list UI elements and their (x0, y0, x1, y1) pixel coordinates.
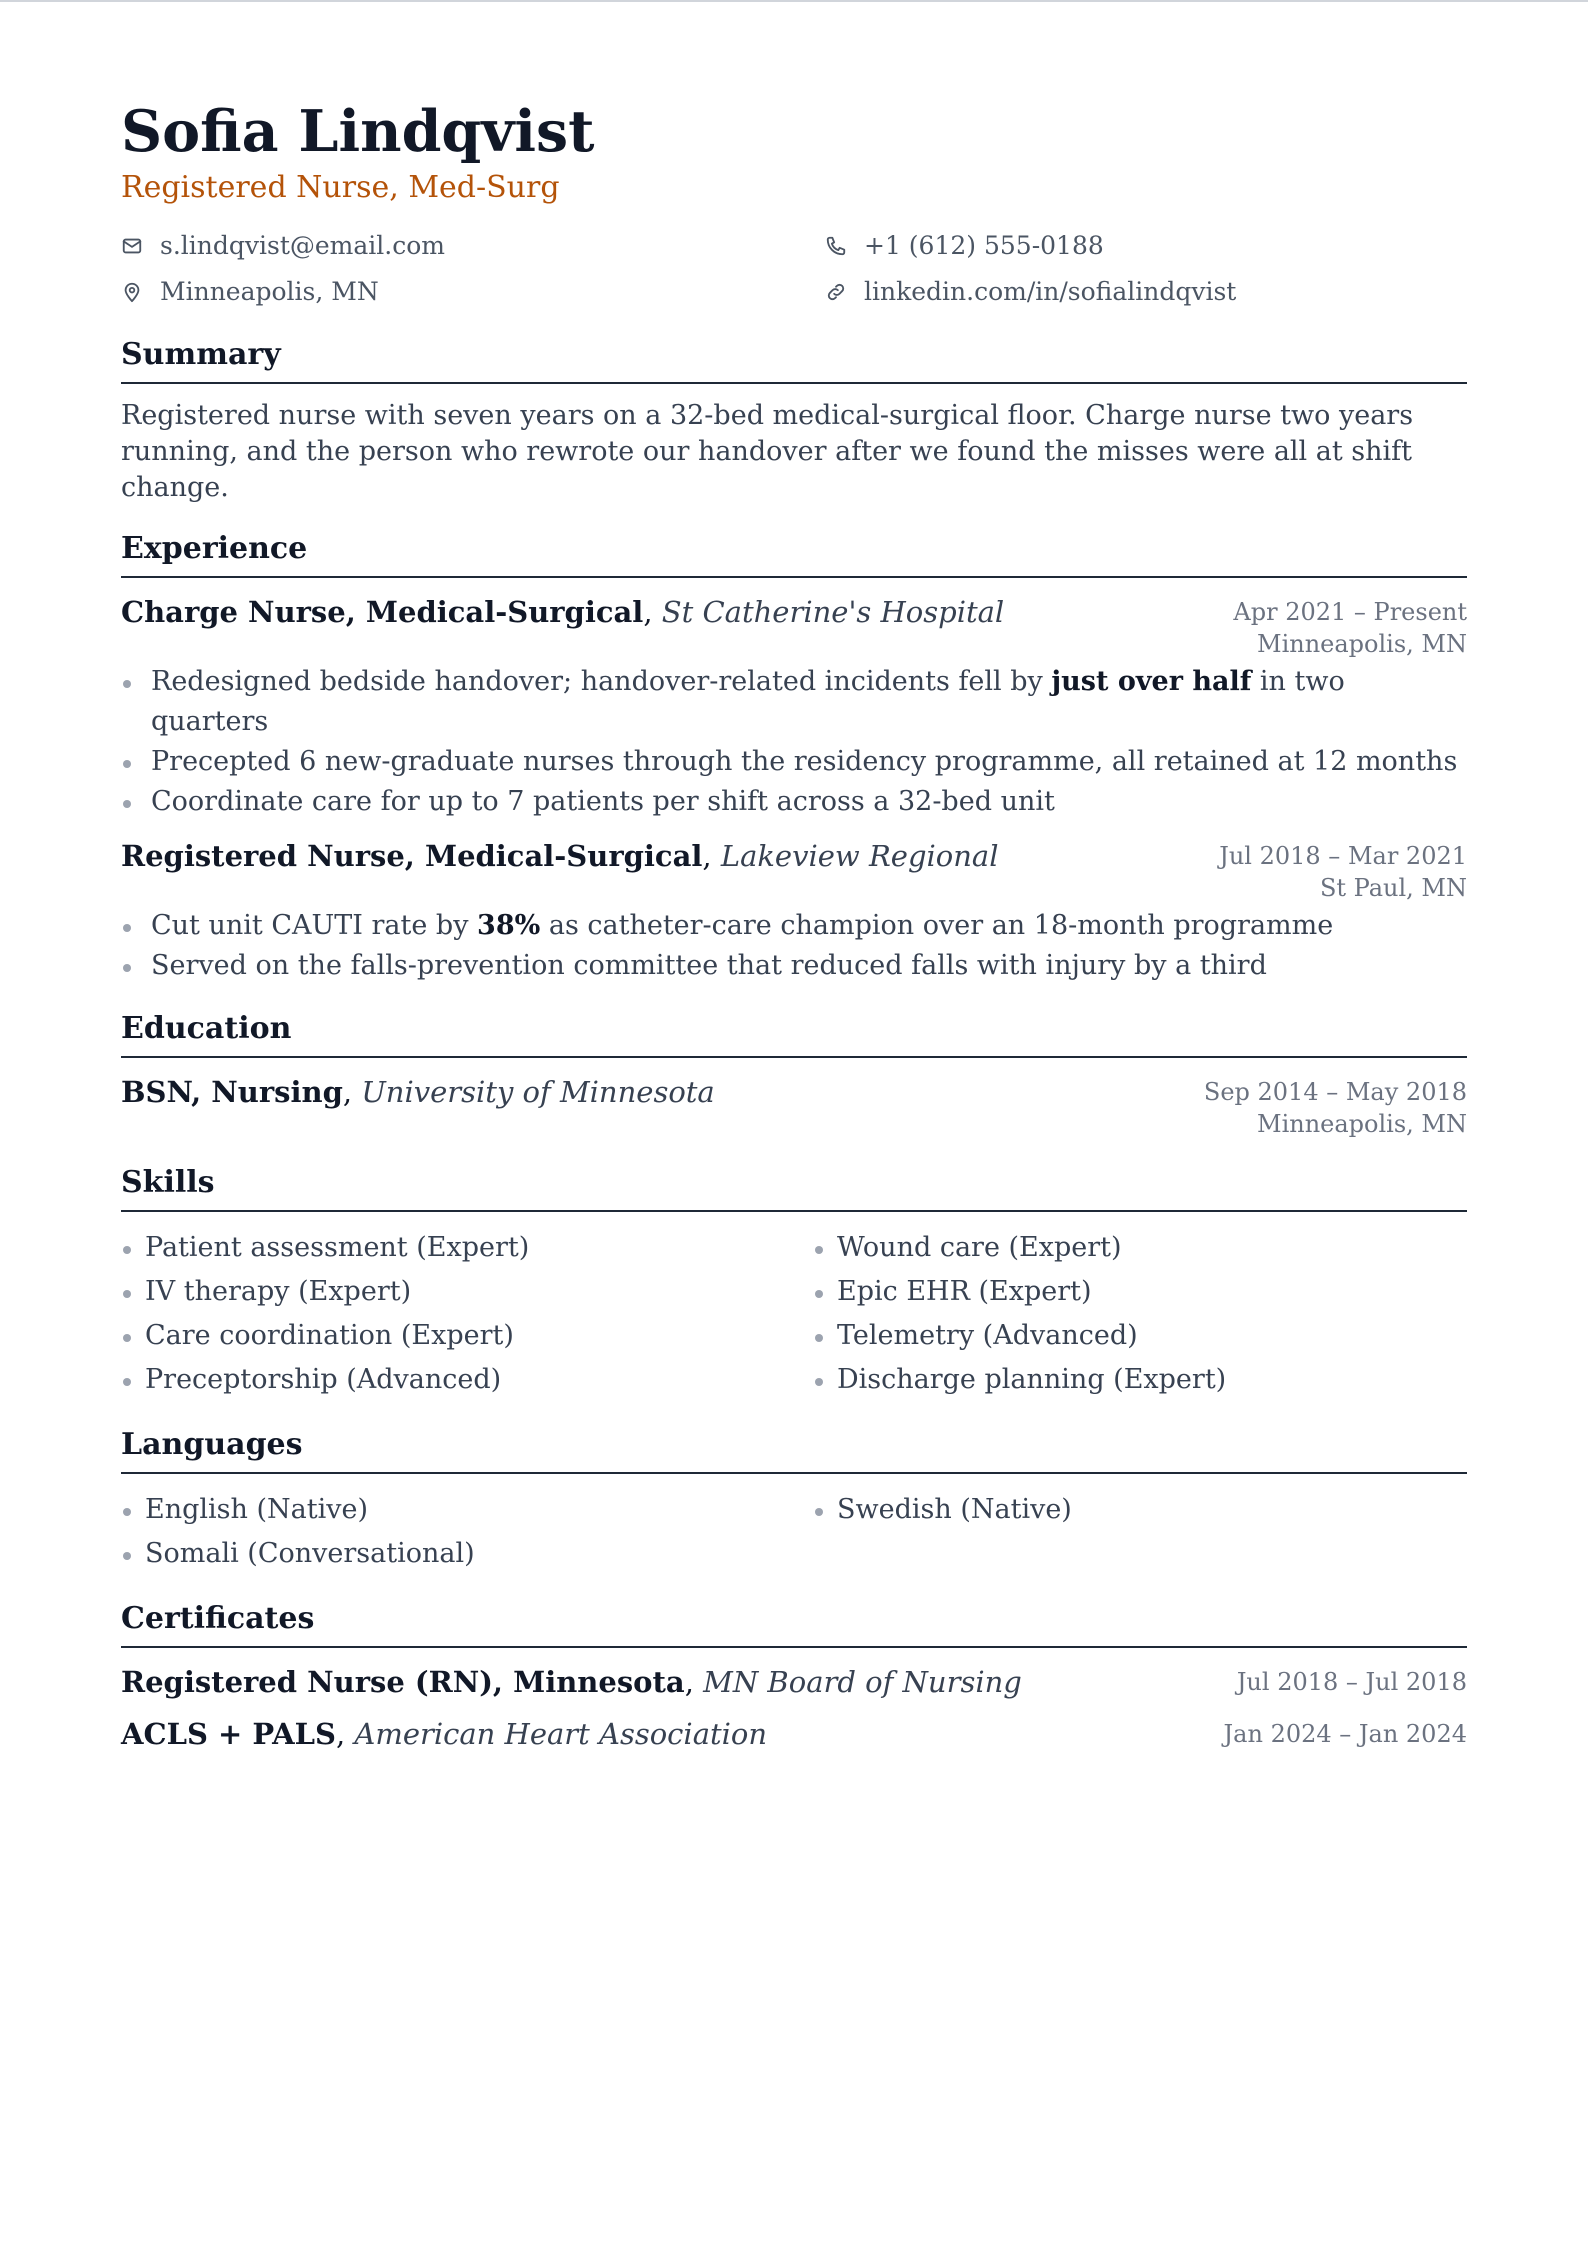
experience-heading: Registered Nurse, Medical-Surgical, Lakeview Regional (121, 839, 999, 873)
contact-location-text: Minneapolis, MN (160, 277, 379, 306)
certificate-name: Registered Nurse (RN), Minnesota (121, 1665, 685, 1699)
education-dates: Sep 2014 – May 2018 (1203, 1078, 1467, 1106)
candidate-name: Sofia Lindqvist (121, 98, 595, 165)
certificate-dates: Jul 2018 – Jul 2018 (1236, 1668, 1467, 1696)
experience-title: Experience (121, 531, 308, 566)
languages-list (121, 1488, 1467, 1576)
list-item: Served on the falls-prevention committee that reduced falls with injury by a third (121, 946, 1467, 986)
job-org: St Catherine's Hospital (661, 595, 1005, 629)
experience-entry (121, 592, 1467, 822)
certificate-heading: Registered Nurse (RN), Minnesota, MN Board of Nursing (121, 1665, 1022, 1699)
contact-list (121, 226, 1467, 312)
skill-item: Discharge planning (Expert) (813, 1358, 1467, 1402)
job-org: Lakeview Regional (720, 839, 999, 873)
skill-item: IV therapy (Expert) (121, 1270, 813, 1314)
contact-linkedin[interactable] (825, 272, 1467, 312)
job-bullets (121, 906, 1467, 986)
experience-entry (121, 836, 1467, 986)
summary-text: Registered nurse with seven years on a 32-bed medical-surgical floor. Charge nurse two years running, and the person who rewrote our handover after we found the misses were all at shift change. (121, 400, 1414, 503)
experience-heading: Charge Nurse, Medical-Surgical, St Catherine's Hospital (121, 595, 1005, 629)
skill-item: Telemetry (Advanced) (813, 1314, 1467, 1358)
skills-section (121, 1162, 1467, 1402)
certificate-heading: ACLS + PALS, American Heart Association (121, 1717, 768, 1751)
job-role: Registered Nurse, Medical-Surgical (121, 839, 703, 873)
mail-icon (121, 235, 143, 257)
language-item: English (Native) (121, 1488, 813, 1532)
language-item: Somali (Conversational) (121, 1532, 813, 1576)
certificate-entry (121, 1662, 1467, 1702)
section-divider (121, 576, 1467, 578)
resume-header (121, 96, 1467, 312)
summary-title: Summary (121, 337, 281, 372)
language-item: Swedish (Native) (813, 1488, 1467, 1532)
certificate-issuer: American Heart Association (354, 1717, 768, 1751)
list-item: Coordinate care for up to 7 patients per shift across a 32-bed unit (121, 782, 1467, 822)
candidate-role: Registered Nurse, Med-Surg (121, 170, 560, 205)
education-location: Minneapolis, MN (1257, 1110, 1467, 1138)
section-divider (121, 1210, 1467, 1212)
languages-title: Languages (121, 1427, 303, 1462)
link-icon (825, 281, 847, 303)
job-location: Minneapolis, MN (1257, 630, 1467, 658)
certificate-entry (121, 1714, 1467, 1754)
section-divider (121, 1056, 1467, 1058)
certificate-issuer: MN Board of Nursing (703, 1665, 1022, 1699)
job-role: Charge Nurse, Medical-Surgical (121, 595, 644, 629)
education-section (121, 1008, 1467, 1140)
job-dates: Jul 2018 – Mar 2021 (1219, 842, 1467, 870)
contact-email-text: s.lindqvist@email.com (160, 231, 445, 260)
list-item: Precepted 6 new-graduate nurses through the residency programme, all retained at 12 months (121, 742, 1467, 782)
job-dates: Apr 2021 – Present (1233, 598, 1467, 626)
section-divider (121, 1472, 1467, 1474)
school: University of Minnesota (361, 1075, 715, 1109)
section-divider (121, 1646, 1467, 1648)
resume-page (121, 96, 1467, 1766)
skills-list (121, 1226, 1467, 1402)
skills-title: Skills (121, 1165, 215, 1200)
certificates-title: Certificates (121, 1601, 315, 1636)
certificates-section (121, 1598, 1467, 1754)
job-bullets (121, 662, 1467, 822)
list-item: Redesigned bedside handover; handover-related incidents fell by just over half in two quarters (121, 662, 1467, 742)
list-item: Cut unit CAUTI rate by 38% as catheter-care champion over an 18-month programme (121, 906, 1467, 946)
certificate-name: ACLS + PALS (121, 1717, 336, 1751)
education-heading: BSN, Nursing, University of Minnesota (121, 1075, 715, 1109)
certificate-dates: Jan 2024 – Jan 2024 (1223, 1720, 1467, 1748)
skill-item: Preceptorship (Advanced) (121, 1358, 813, 1402)
contact-phone[interactable] (825, 226, 1467, 266)
experience-section (121, 528, 1467, 986)
phone-icon (825, 235, 847, 257)
skill-item: Wound care (Expert) (813, 1226, 1467, 1270)
contact-email[interactable] (121, 226, 825, 266)
contact-location (121, 272, 825, 312)
skill-item: Epic EHR (Expert) (813, 1270, 1467, 1314)
degree: BSN, Nursing (121, 1075, 343, 1109)
skill-item: Care coordination (Expert) (121, 1314, 813, 1358)
education-title: Education (121, 1011, 292, 1046)
section-divider (121, 382, 1467, 384)
location-pin-icon (121, 281, 143, 303)
page-top-border (0, 0, 1588, 2)
contact-phone-text: +1 (612) 555-0188 (864, 231, 1104, 260)
languages-section (121, 1424, 1467, 1576)
education-entry (121, 1072, 1467, 1140)
summary-section (121, 334, 1467, 506)
job-location: St Paul, MN (1319, 874, 1467, 902)
skill-item: Patient assessment (Expert) (121, 1226, 813, 1270)
contact-linkedin-text: linkedin.com/in/sofialindqvist (864, 277, 1237, 306)
